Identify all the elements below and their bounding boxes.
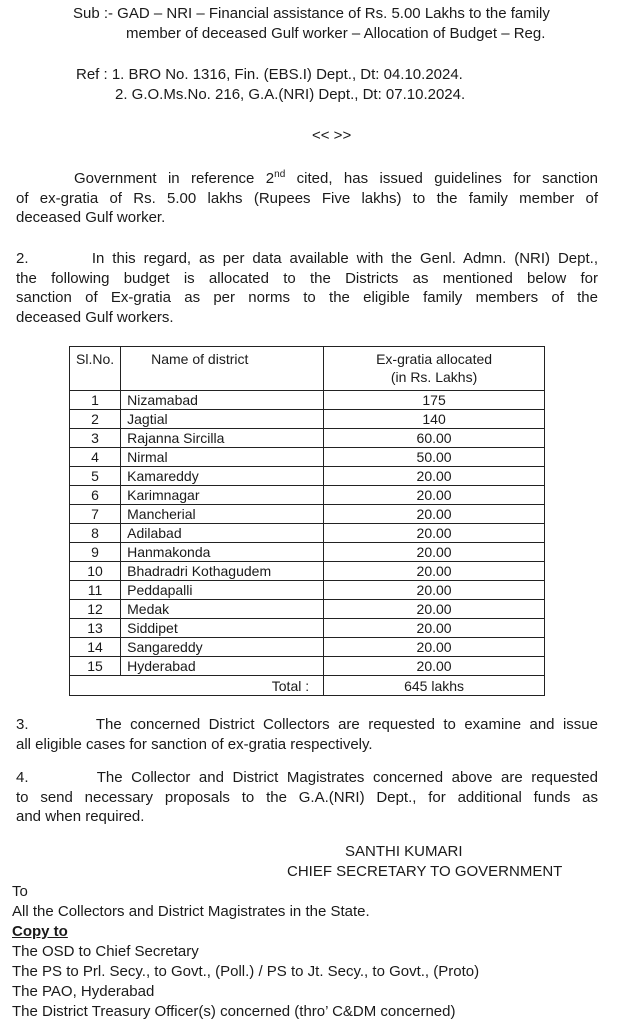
row-district: Kamareddy (121, 467, 324, 486)
copy-to-item: The PS to Prl. Secy., to Govt., (Poll.) / PS to Jt. Secy., to Govt., (Proto) (12, 963, 480, 980)
paragraph-2-line-1: 2. In this regard, as per data available with the Genl. Admn. (NRI) Dept., (16, 250, 598, 267)
row-district: Siddipet (121, 619, 324, 638)
row-sl: 1 (70, 391, 121, 410)
row-amount: 20.00 (324, 562, 545, 581)
table-body (70, 391, 545, 696)
signatory-designation: CHIEF SECRETARY TO GOVERNMENT (287, 863, 563, 880)
table-row (70, 524, 545, 543)
row-sl: 13 (70, 619, 121, 638)
table-row (70, 657, 545, 676)
header-district: Name of district (121, 347, 324, 391)
row-district: Karimnagar (121, 486, 324, 505)
paragraph-2-line-3: sanction of Ex-gratia as per norms to the eligible family members of the (16, 289, 598, 306)
ordinal-superscript: nd (274, 169, 286, 180)
row-sl: 7 (70, 505, 121, 524)
paragraph-1-line-1-start: Government in reference 2 (74, 170, 275, 187)
row-district: Mancherial (121, 505, 324, 524)
paragraph-1-line-1-end: cited, has issued guidelines for sanction (285, 170, 598, 187)
paragraph-1 (16, 169, 598, 228)
paragraph-4-line-3: and when required. (16, 808, 145, 825)
row-sl: 14 (70, 638, 121, 657)
row-sl: 3 (70, 429, 121, 448)
table-row (70, 638, 545, 657)
signatory-name: SANTHI KUMARI (345, 843, 463, 860)
table-row (70, 410, 545, 429)
row-amount: 20.00 (324, 524, 545, 543)
row-sl: 10 (70, 562, 121, 581)
paragraph-3-line-2: all eligible cases for sanction of ex-gratia respectively. (16, 735, 373, 753)
paragraph-4 (16, 768, 598, 827)
row-district: Bhadradri Kothagudem (121, 562, 324, 581)
copy-to-item: The OSD to Chief Secretary (12, 943, 199, 960)
to-recipient: All the Collectors and District Magistrates in the State. (12, 903, 370, 920)
row-amount: 20.00 (324, 638, 545, 657)
table-header-row (70, 347, 545, 391)
table-row (70, 543, 545, 562)
separator: << >> (312, 127, 352, 144)
copy-to-item: The District Treasury Officer(s) concerned (thro’ C&DM concerned) (12, 1003, 456, 1020)
row-sl: 8 (70, 524, 121, 543)
row-sl: 2 (70, 410, 121, 429)
row-amount: 20.00 (324, 486, 545, 505)
table-row (70, 486, 545, 505)
paragraph-1-line-3: deceased Gulf worker. (16, 209, 166, 226)
table-row (70, 581, 545, 600)
paragraph-2-line-2: the following budget is allocated to the Districts as mentioned below for (16, 269, 598, 287)
budget-allocation-table (69, 346, 545, 696)
paragraph-2-line-4: deceased Gulf workers. (16, 308, 174, 326)
to-label: To (12, 883, 28, 900)
row-district: Rajanna Sircilla (121, 429, 324, 448)
table-row (70, 448, 545, 467)
row-district: Nirmal (121, 448, 324, 467)
reference-line-1: Ref : 1. BRO No. 1316, Fin. (EBS.I) Dept., Dt: 04.10.2024. (76, 66, 463, 83)
table-row (70, 391, 545, 410)
row-amount: 60.00 (324, 429, 545, 448)
subject-line-2: member of deceased Gulf worker – Allocation of Budget – Reg. (126, 25, 546, 42)
row-amount: 20.00 (324, 657, 545, 676)
row-sl: 9 (70, 543, 121, 562)
subject-line-1: Sub :- GAD – NRI – Financial assistance of Rs. 5.00 Lakhs to the family (73, 5, 550, 22)
table-row (70, 619, 545, 638)
row-district: Sangareddy (121, 638, 324, 657)
row-sl: 6 (70, 486, 121, 505)
row-amount: 20.00 (324, 581, 545, 600)
row-amount: 20.00 (324, 467, 545, 486)
row-district: Hyderabad (121, 657, 324, 676)
row-district: Medak (121, 600, 324, 619)
row-district: Adilabad (121, 524, 324, 543)
row-sl: 11 (70, 581, 121, 600)
table-row (70, 467, 545, 486)
paragraph-3-line-1: 3. The concerned District Collectors are requested to examine and issue (16, 716, 598, 733)
row-amount: 175 (324, 391, 545, 410)
header-slno: Sl.No. (70, 347, 121, 391)
paragraph-4-line-1: 4. The Collector and District Magistrates concerned above are requested (16, 769, 598, 786)
table-total-row (70, 676, 545, 696)
row-amount: 20.00 (324, 543, 545, 562)
total-value: 645 lakhs (324, 676, 545, 696)
copy-to-item: The PAO, Hyderabad (12, 983, 155, 1000)
row-sl: 15 (70, 657, 121, 676)
row-district: Peddapalli (121, 581, 324, 600)
row-district: Nizamabad (121, 391, 324, 410)
paragraph-2 (16, 249, 598, 327)
table-row (70, 429, 545, 448)
row-amount: 140 (324, 410, 545, 429)
header-allocated-line-1: Ex-gratia allocated (376, 351, 493, 367)
table-row (70, 600, 545, 619)
row-sl: 12 (70, 600, 121, 619)
paragraph-1-line-1 (16, 169, 598, 189)
copy-to-label: Copy to (12, 923, 68, 940)
row-amount: 20.00 (324, 619, 545, 638)
total-label: Total : (70, 676, 324, 696)
row-amount: 20.00 (324, 600, 545, 619)
paragraph-1-line-2: of ex-gratia of Rs. 5.00 lakhs (Rupees Five lakhs) to the family member of (16, 189, 598, 207)
paragraph-4-line-2: to send necessary proposals to the G.A.(NRI) Dept., for additional funds as (16, 788, 598, 806)
table-row (70, 562, 545, 581)
header-allocated-line-2: (in Rs. Lakhs) (390, 369, 478, 385)
reference-line-2: 2. G.O.Ms.No. 216, G.A.(NRI) Dept., Dt: 07.10.2024. (115, 86, 466, 103)
row-sl: 4 (70, 448, 121, 467)
row-district: Hanmakonda (121, 543, 324, 562)
row-district: Jagtial (121, 410, 324, 429)
paragraph-3 (16, 715, 598, 754)
row-sl: 5 (70, 467, 121, 486)
row-amount: 20.00 (324, 505, 545, 524)
row-amount: 50.00 (324, 448, 545, 467)
header-allocated (324, 347, 545, 391)
table-row (70, 505, 545, 524)
